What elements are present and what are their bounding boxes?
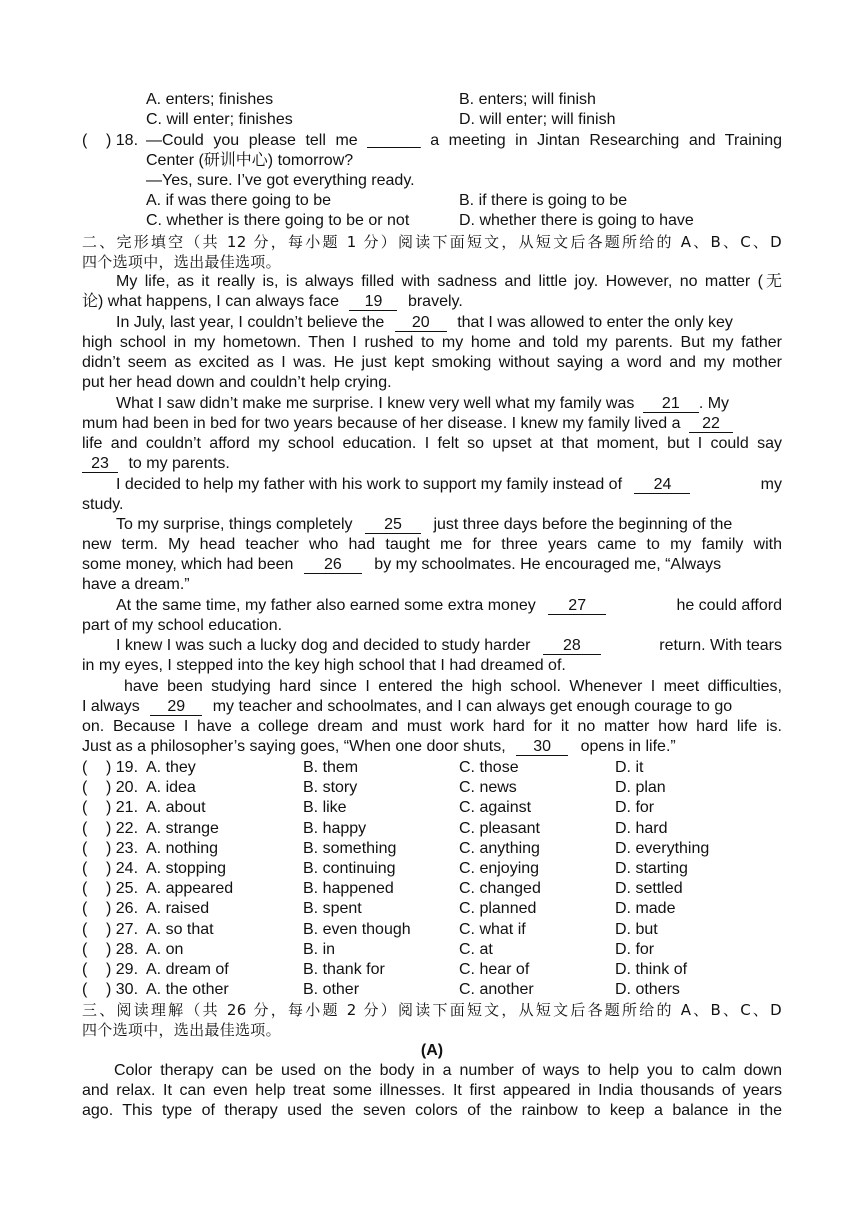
answer-paren-open[interactable]: ( [82,981,88,999]
passage-text: just three days before the beginning of the [433,516,733,533]
option-b[interactable]: B. other [303,981,360,999]
q18-stem-line-1 [82,131,782,151]
option-b[interactable]: B. something [303,839,397,857]
passage-p3-line-1 [116,394,782,414]
blank-29: 29 [150,699,202,716]
passage-text: Just as a philosopher’s saying goes, “When one door shuts, [82,738,506,755]
blank-20: 20 [395,315,447,332]
cloze-question-row [82,920,782,940]
q18-stem-text-3: —Yes, sure. I’ve got everything ready. [146,172,415,189]
answer-paren-open[interactable]: ( [82,839,88,857]
answer-paren-open[interactable]: ( [82,779,88,797]
passage-p2-line-3: didn’t seem as excited as I was. He just kept smoking without saying a word and my mother [82,354,782,371]
cloze-question-row [82,940,782,960]
option-b[interactable]: B. in [303,940,336,958]
q18-stem-line-2 [82,151,782,171]
answer-paren-open[interactable]: ( [82,819,88,837]
passage-p8-line-4 [82,737,782,757]
passage-text: I knew I was such a lucky dog and decided to study harder [116,637,531,654]
cloze-question-row [82,879,782,899]
question-number: ) 28. [106,940,139,958]
passage-text: What I saw didn’t make me surprise. I knew very well what my family was [116,395,635,412]
q18-options-row-1 [82,191,782,211]
option-b[interactable]: B. continuing [303,860,396,877]
passage-text: . My [698,395,730,412]
q17-option-d: D. will enter; will finish [459,111,616,128]
answer-paren-open[interactable]: ( [82,900,88,918]
passage-p4-line-2: study. [82,496,124,513]
q18-option-b: B. if there is going to be [459,192,628,209]
option-d[interactable]: D. plan [615,779,666,797]
passage-p1-line-2 [82,292,782,312]
passage-p4-line-1 [116,475,782,495]
q17-option-b: B. enters; will finish [459,91,596,108]
option-b[interactable]: B. thank for [303,961,385,978]
passage-text: to my parents. [128,455,230,472]
option-b[interactable]: B. story [303,779,358,797]
passage-p2-line-2: high school in my hometown. Then I rushed to my home and told my parents. But my father [82,334,782,351]
option-a[interactable]: A. dream of [146,961,229,978]
question-number: ) 24. [106,860,139,877]
q18-paren-open: ( [82,132,88,149]
option-a[interactable]: A. about [146,799,206,817]
passage-text: 论) what happens, I can always face [82,293,340,310]
question-number: ) 25. [106,880,139,898]
question-number: ) 26. [106,900,139,918]
option-b[interactable]: B. happy [303,819,367,837]
option-d[interactable]: D. for [615,799,655,817]
option-c[interactable]: C. anything [459,839,540,857]
q18-options-row-2 [82,211,782,231]
option-c[interactable]: C. news [459,779,517,797]
option-c[interactable]: C. enjoying [459,860,540,877]
cloze-question-row [82,980,782,1000]
option-b[interactable]: B. like [303,799,347,817]
option-c[interactable]: C. planned [459,900,537,918]
question-number: ) 27. [106,920,139,938]
option-d[interactable]: D. starting [615,860,688,877]
blank-21: 21 [643,396,699,413]
cloze-question-row [82,798,782,818]
cloze-question-row [82,960,782,980]
option-d[interactable]: D. made [615,900,676,918]
cloze-question-row [82,758,782,778]
passage-p3-line-3: life and couldn’t afford my school education. I felt so upset at that moment, but I could say [82,435,782,452]
option-b[interactable]: B. even though [303,920,411,938]
option-a[interactable]: A. raised [146,900,210,918]
passage-p5-line-3 [82,555,782,575]
blank-23: 23 [82,456,118,473]
option-b[interactable]: B. happened [303,880,394,898]
q17-option-a: A. enters; finishes [146,91,274,108]
question-number: ) 30. [106,981,139,999]
question-number: ) 19. [106,759,139,776]
q17-option-c: C. will enter; finishes [146,111,293,128]
option-c[interactable]: C. what if [459,920,526,938]
option-c[interactable]: C. changed [459,880,541,898]
reading-passage-title: (A) [420,1042,444,1059]
question-number: ) 20. [106,779,139,797]
question-number: ) 23. [106,839,139,857]
cloze-question-row [82,819,782,839]
cloze-question-row [82,778,782,798]
q18-stem-text-2: Center (研训中心) tomorrow? [146,152,354,169]
passage-text: he could afford [676,597,782,614]
passage-text: mum had been in bed for two years because of her disease. I knew my family lived a [82,415,681,432]
cloze-question-row [82,859,782,879]
section2-header-line-1: 二、完形填空（共 12 分，每小题 1 分）阅读下面短文，从短文后各题所给的 A、B、C、D [82,233,782,251]
option-b[interactable]: B. spent [303,900,362,918]
option-d[interactable]: D. settled [615,880,683,898]
option-a[interactable]: A. strange [146,819,219,837]
option-c[interactable]: C. hear of [459,961,530,978]
blank-30: 30 [516,739,568,756]
option-d[interactable]: D. hard [615,819,668,837]
passage-text: my teacher and schoolmates, and I can always get enough courage to go [212,698,733,715]
option-d[interactable]: D. it [615,759,644,776]
passage-text: In July, last year, I couldn’t believe the [116,314,385,331]
passage-p6-line-2: part of my school education. [82,617,283,634]
option-a[interactable]: A. appeared [146,880,234,898]
passage-p3-line-2 [82,414,782,434]
reading-passage-line-3: ago. This type of therapy used the seven colors of the rainbow to keep a balance in the [82,1102,782,1119]
option-d[interactable]: D. think of [615,961,688,978]
reading-passage-line-2: and relax. It can even help treat some illnesses. It first appeared in India thousands of years [82,1082,782,1099]
blank-27: 27 [548,598,606,615]
option-c[interactable]: C. pleasant [459,819,540,837]
option-c[interactable]: C. at [459,940,493,958]
passage-text: To my surprise, things completely [116,516,353,533]
passage-p1-line-1: My life, as it really is, is always filled with sadness and little joy. However, no matter (无 [116,273,782,290]
question-number: ) 22. [106,819,139,837]
option-a[interactable]: A. nothing [146,839,219,857]
passage-p6-line-1 [116,596,782,616]
answer-paren-open[interactable]: ( [82,759,88,776]
option-a[interactable]: A. the other [146,981,229,999]
cloze-question-row [82,839,782,859]
passage-text: opens in life.” [580,738,676,755]
cloze-question-row [82,899,782,919]
option-b[interactable]: B. them [303,759,359,776]
answer-paren-open[interactable]: ( [82,961,88,978]
option-d[interactable]: D. for [615,940,655,958]
reading-passage-line-1: Color therapy can be used on the body in a number of ways to help you to calm down [114,1062,782,1079]
blank-22: 22 [689,416,733,433]
q18-option-a: A. if was there going to be [146,192,331,209]
passage-p7-line-2: in my eyes, I stepped into the key high school that I had dreamed of. [82,657,566,674]
section3-header-line-2: 四个选项中，选出最佳选项。 [82,1021,281,1039]
passage-p2-line-1 [116,313,782,333]
q18-stem-text: —Could you please tell me ______ a meeting in Jintan Researching and Training [146,132,782,149]
question-number: ) 21. [106,799,139,817]
passage-text: by my schoolmates. He encouraged me, “Always [374,556,722,573]
option-a[interactable]: A. stopping [146,860,227,877]
option-c[interactable]: C. those [459,759,519,776]
section3-header-line-1: 三、阅读理解（共 26 分，每小题 2 分）阅读下面短文，从短文后各题所给的 A、B、C、D [82,1001,782,1019]
passage-p2-line-4: put her head down and couldn’t help crying. [82,374,392,391]
blank-19: 19 [349,294,397,311]
answer-paren-open[interactable]: ( [82,920,88,938]
passage-text: bravely. [407,293,463,310]
passage-p8-line-3: on. Because I have a college dream and must work hard for it no matter how hard life is. [82,718,782,735]
option-c[interactable]: C. against [459,799,532,817]
passage-p8-line-1: have been studying hard since I entered the high school. Whenever I meet difficulties, [124,678,782,695]
q18-option-c: C. whether is there going to be or not [146,212,410,229]
blank-24: 24 [634,477,690,494]
passage-text: At the same time, my father also earned some extra money [116,597,536,614]
option-d[interactable]: D. but [615,920,658,938]
passage-text: that I was allowed to enter the only key [457,314,733,331]
q18-stem-line-3 [82,171,782,191]
section2-header-line-2: 四个选项中，选出最佳选项。 [82,253,281,271]
blank-28: 28 [543,638,601,655]
blank-26: 26 [304,557,362,574]
passage-p5-line-4: have a dream.” [82,576,190,593]
blank-25: 25 [365,517,421,534]
passage-p3-line-4 [82,454,782,474]
option-a[interactable]: A. they [146,759,196,776]
option-a[interactable]: A. so that [146,920,214,938]
answer-paren-open[interactable]: ( [82,880,88,898]
q18-option-d: D. whether there is going to have [459,212,694,229]
answer-paren-open[interactable]: ( [82,860,88,877]
passage-text: some money, which had been [82,556,294,573]
answer-paren-open[interactable]: ( [82,940,88,958]
option-a[interactable]: A. on [146,940,184,958]
passage-p5-line-2: new term. My head teacher who had taught me for three years came to my family with [82,536,782,553]
q17-options-row-2 [82,110,782,130]
question-number: ) 29. [106,961,139,978]
answer-paren-open[interactable]: ( [82,799,88,817]
passage-p8-line-2 [82,697,782,717]
passage-text: I always [82,698,140,715]
passage-text: I decided to help my father with his work to support my family instead of [116,476,623,493]
passage-p5-line-1 [116,515,782,535]
passage-p7-line-1 [116,636,782,656]
q17-options-row-1 [82,90,782,110]
option-c[interactable]: C. another [459,981,534,999]
option-d[interactable]: D. others [615,981,680,999]
q18-number: ) 18. [106,132,139,149]
option-d[interactable]: D. everything [615,839,710,857]
passage-text: return. With tears [659,637,782,654]
passage-text: my [760,476,782,493]
option-a[interactable]: A. idea [146,779,196,797]
